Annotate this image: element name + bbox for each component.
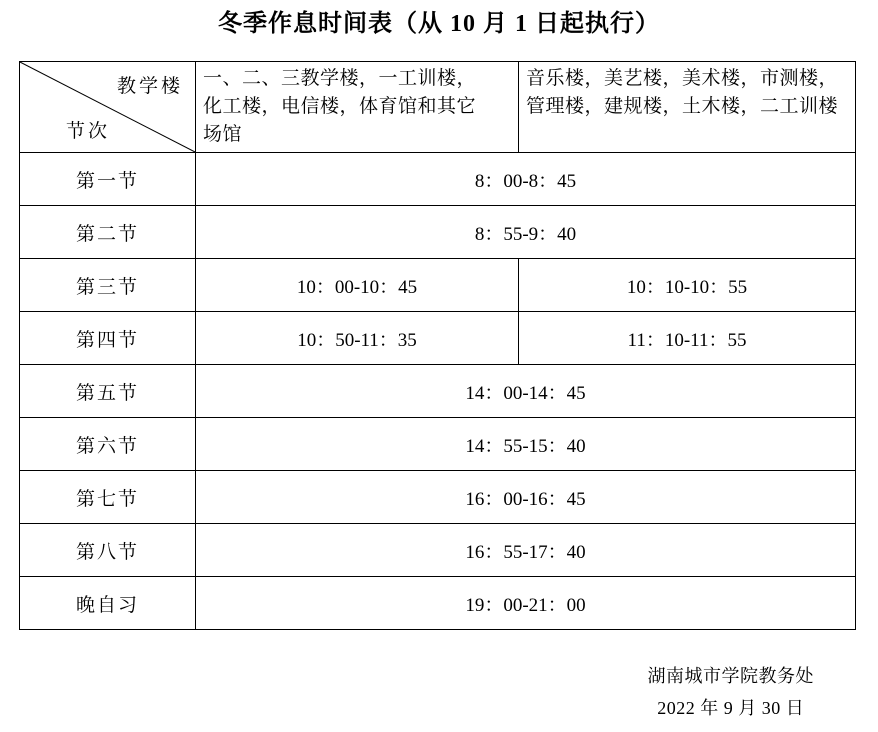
footer-date: 2022 年 9 月 30 日	[657, 698, 805, 718]
table-row-period-6	[20, 418, 856, 471]
footer-block	[648, 660, 815, 724]
period-label: 第六节	[20, 418, 196, 471]
period-label: 第五节	[20, 365, 196, 418]
time-value-group-a: 10：00-10：45	[196, 259, 519, 312]
period-label: 第八节	[20, 524, 196, 577]
time-value: 14：00-14：45	[196, 365, 856, 418]
time-value-group-a: 10：50-11：35	[196, 312, 519, 365]
table-row-period-1	[20, 153, 856, 206]
time-value: 16：00-16：45	[196, 471, 856, 524]
page-title: 冬季作息时间表（从 10 月 1 日起执行）	[218, 11, 660, 37]
table-row-period-2	[20, 206, 856, 259]
table-row-evening-study	[20, 577, 856, 630]
corner-label-period: 节次	[66, 121, 111, 142]
period-label: 第四节	[20, 312, 196, 365]
time-value: 16：55-17：40	[196, 524, 856, 577]
table-row-period-8	[20, 524, 856, 577]
time-value: 19：00-21：00	[196, 577, 856, 630]
period-label: 第一节	[20, 153, 196, 206]
table-row-period-3	[20, 259, 856, 312]
period-label: 第三节	[20, 259, 196, 312]
footer-issuer: 湖南城市学院教务处	[647, 666, 814, 686]
table-row-period-5	[20, 365, 856, 418]
time-value-group-b: 11：10-11：55	[519, 312, 856, 365]
period-label: 第二节	[20, 206, 196, 259]
column-header-buildings-group-b: 音乐楼，美艺楼，美术楼，市测楼， 管理楼，建规楼，土木楼，二工训楼	[519, 62, 856, 153]
corner-label-building: 教学楼	[116, 76, 183, 97]
time-value: 8：00-8：45	[196, 153, 856, 206]
time-value: 8：55-9：40	[196, 206, 856, 259]
corner-header-cell	[20, 62, 196, 153]
table-header-row	[20, 62, 856, 153]
footer	[0, 660, 878, 724]
table-row-period-4	[20, 312, 856, 365]
time-value-group-b: 10：10-10：55	[519, 259, 856, 312]
column-header-buildings-group-a: 一、二、三教学楼，一工训楼， 化工楼，电信楼，体育馆和其它 场馆	[196, 62, 519, 153]
table-row-period-7	[20, 471, 856, 524]
time-value: 14：55-15：40	[196, 418, 856, 471]
schedule-table	[19, 61, 856, 630]
period-label: 晚自习	[20, 577, 196, 630]
period-label: 第七节	[20, 471, 196, 524]
